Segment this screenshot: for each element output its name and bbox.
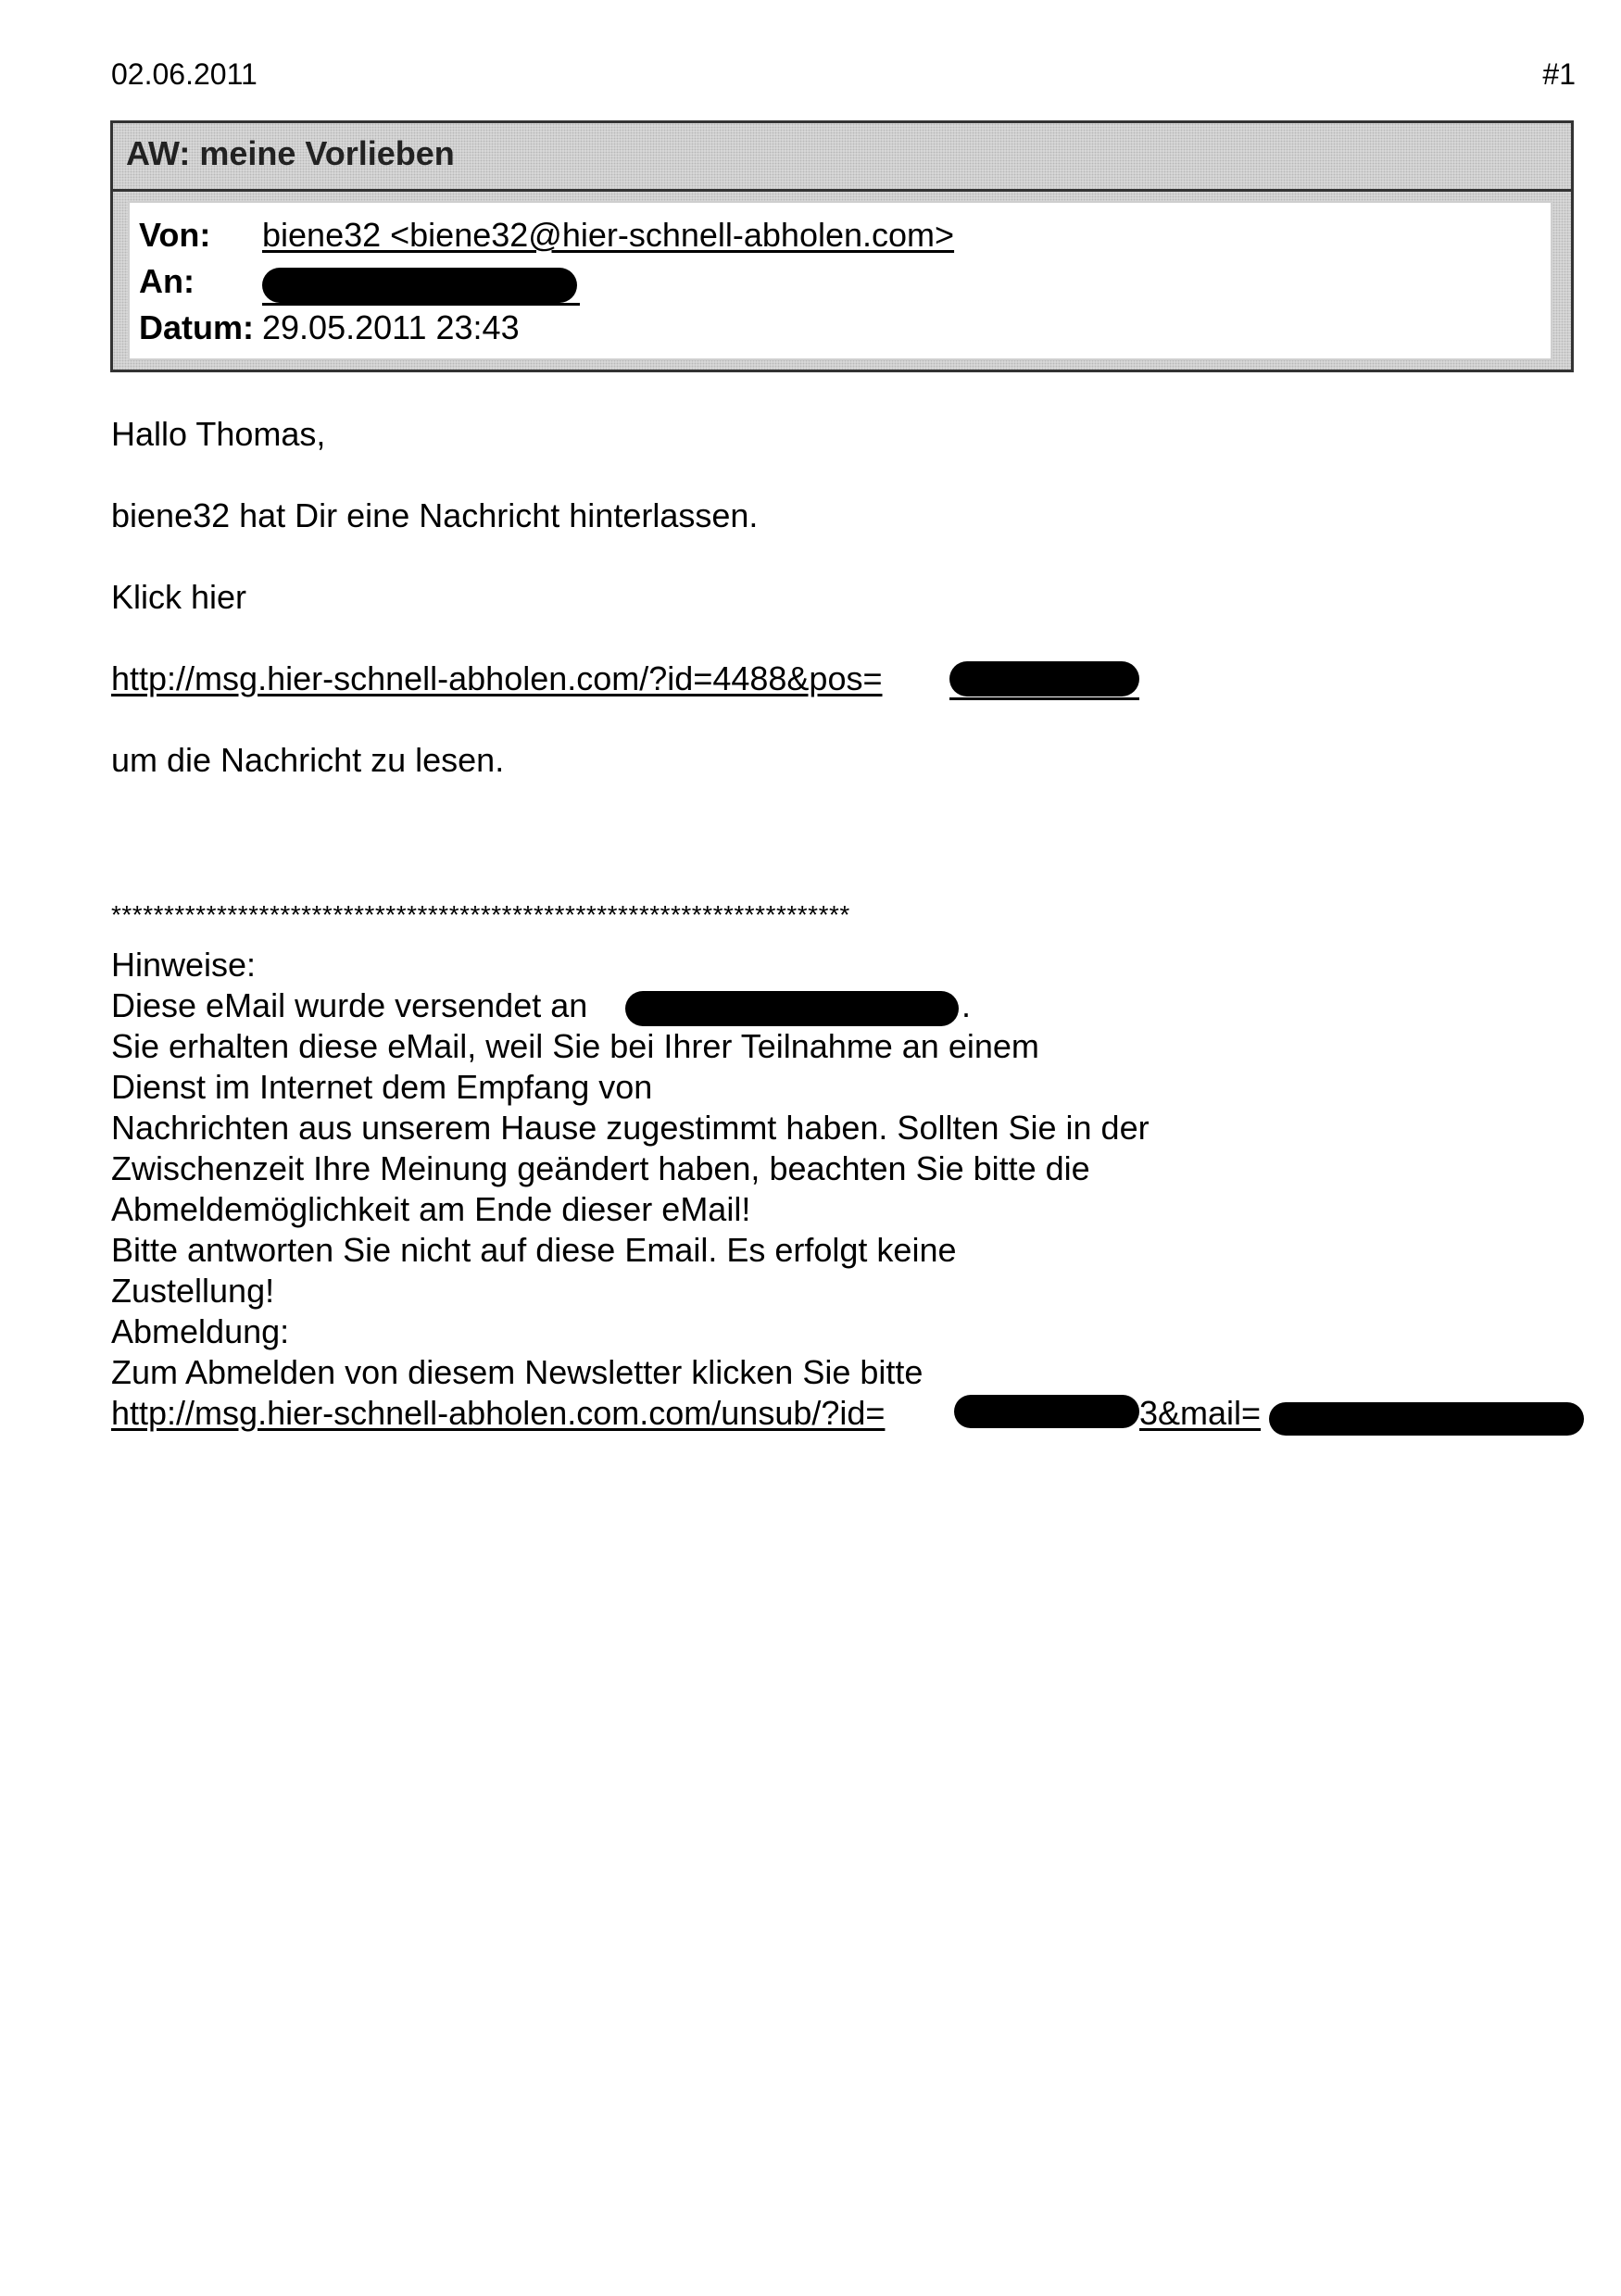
- footer-period: .: [961, 986, 972, 1024]
- footer-line: Zustellung!: [111, 1272, 275, 1310]
- from-address-link[interactable]: biene32 <biene32@hier-schnell-abholen.com>: [262, 216, 955, 254]
- to-row: [130, 262, 685, 305]
- footer-line: Dienst im Internet dem Empfang von: [111, 1068, 653, 1106]
- redacted-email-address: [625, 991, 959, 1026]
- footer-hinweise: Hinweise:: [111, 946, 257, 984]
- footer-abmeldung: Abmeldung:: [111, 1312, 290, 1350]
- separator-stars: **********************************************************************: [111, 900, 850, 929]
- message-line: biene32 hat Dir eine Nachricht hinterlassen.: [111, 496, 759, 534]
- footer-line: Sie erhalten diese eMail, weil Sie bei Ihrer Teilnahme an einem: [111, 1027, 1039, 1065]
- unsubscribe-link-end[interactable]: 3&mail=: [1139, 1394, 1262, 1432]
- footer-line: Bitte antworten Sie nicht auf diese Email. Es erfolgt keine: [111, 1231, 957, 1269]
- redacted-recipient: [262, 268, 577, 303]
- redacted-link-underline: [949, 697, 1139, 700]
- print-date: 02.06.2011: [111, 57, 258, 91]
- page-number: #1: [1542, 57, 1576, 91]
- footer-line: Zum Abmelden von diesem Newsletter klicken Sie bitte: [111, 1353, 924, 1391]
- recipient-underline: [262, 303, 580, 306]
- footer-sent-to-text: Diese eMail wurde versendet an: [111, 986, 588, 1024]
- from-label: Von:: [139, 216, 211, 254]
- footer-sent-to-row: [111, 985, 982, 1026]
- footer-line: Nachrichten aus unserem Hause zugestimmt haben. Sollten Sie in der: [111, 1109, 1150, 1147]
- click-here-text: Klick hier: [111, 578, 247, 616]
- date-label: Datum:: [139, 308, 254, 346]
- message-link-row: [111, 659, 1139, 704]
- redacted-unsub-mail: [1269, 1402, 1584, 1436]
- header-divider: [113, 189, 1571, 192]
- unsubscribe-link-row: [111, 1393, 1584, 1436]
- email-meta-panel: [128, 201, 1552, 360]
- redacted-unsub-id: [954, 1395, 1139, 1428]
- footer-line: Zwischenzeit Ihre Meinung geändert haben, beachten Sie bitte die: [111, 1149, 1090, 1187]
- email-header-box: [110, 120, 1574, 372]
- date-value: 29.05.2011 23:43: [262, 308, 520, 346]
- to-label: An:: [139, 262, 195, 300]
- read-message-text: um die Nachricht zu lesen.: [111, 741, 505, 779]
- redacted-link-part: [949, 661, 1139, 696]
- footer-line: Abmeldemöglichkeit am Ende dieser eMail!: [111, 1190, 751, 1228]
- email-subject: AW: meine Vorlieben: [126, 134, 455, 172]
- greeting: Hallo Thomas,: [111, 415, 326, 453]
- unsubscribe-link-start[interactable]: http://msg.hier-schnell-abholen.com.com/unsub/?id=: [111, 1394, 886, 1432]
- message-link[interactable]: http://msg.hier-schnell-abholen.com/?id=4488&pos=: [111, 659, 883, 697]
